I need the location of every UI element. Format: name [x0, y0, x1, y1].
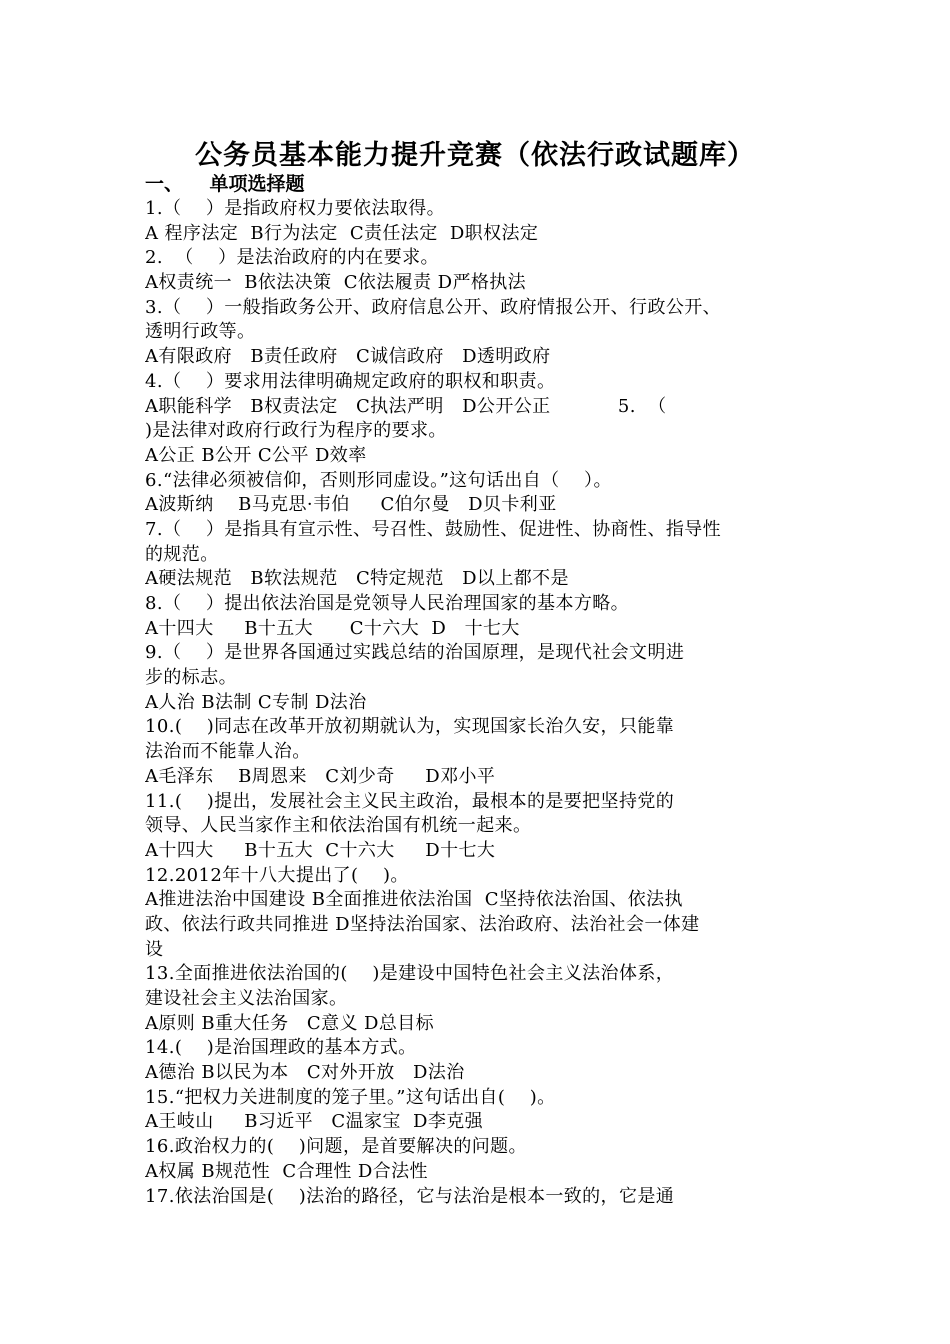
- text-line: 法治而不能靠人治。: [145, 741, 311, 763]
- text-line: A人治 B法制 C专制 D法治: [145, 691, 367, 713]
- text-line: 的规范。: [145, 543, 219, 565]
- text-line: A波斯纳 B马克思·韦伯 C伯尔曼 D贝卡利亚: [145, 494, 557, 516]
- text-line: A公正 B公开 C公平 D效率: [145, 444, 367, 466]
- text-line: A硬法规范 B软法规范 C特定规范 D以上都不是: [145, 568, 569, 590]
- section-heading: 一、 单项选择题: [145, 173, 305, 195]
- text-line: 15.“把权力关进制度的笼子里。”这句话出自( )。: [145, 1086, 556, 1108]
- question-list: [145, 197, 810, 1209]
- text-line: A职能科学 B权责法定 C执法严明 D公开公正 5. （: [145, 395, 667, 417]
- text-line: )是法律对政府行政行为程序的要求。: [145, 420, 447, 442]
- text-line: 步的标志。: [145, 667, 237, 689]
- text-line: 领导、人民当家作主和依法治国有机统一起来。: [145, 815, 532, 837]
- text-line: 设: [145, 938, 164, 960]
- text-line: 10.( )同志在改革开放初期就认为，实现国家长治久安，只能靠: [145, 716, 675, 738]
- text-line: 14.( )是治国理政的基本方式。: [145, 1037, 417, 1059]
- text-line: A权责统一 B依法决策 C依法履责 D严格执法: [145, 272, 527, 294]
- text-line: A有限政府 B责任政府 C诚信政府 D透明政府: [145, 346, 551, 368]
- text-line: A 程序法定 B行为法定 C责任法定 D职权法定: [145, 222, 539, 244]
- text-line: 16.政治权力的( )问题，是首要解决的问题。: [145, 1136, 527, 1158]
- text-line: A权属 B规范性 C合理性 D合法性: [145, 1160, 428, 1182]
- text-line: 9.（ ）是世界各国通过实践总结的治国原理，是现代社会文明进: [145, 642, 685, 664]
- text-line: 2. （ ）是法治政府的内在要求。: [145, 247, 439, 269]
- text-line: 3.（ ）一般指政务公开、政府信息公开、政府情报公开、行政公开、: [145, 296, 722, 318]
- text-line: 政、依法行政共同推进 D坚持法治国家、法治政府、法治社会一体建: [145, 913, 700, 935]
- text-line: 12.2012年十八大提出了( )。: [145, 864, 409, 886]
- text-line: 6.“法律必须被信仰，否则形同虚设。”这句话出自（ ）。: [145, 469, 612, 491]
- document-body: [145, 172, 810, 1209]
- text-line: 11.( )提出，发展社会主义民主政治，最根本的是要把坚持党的: [145, 790, 675, 812]
- text-line: A毛泽东 B周恩来 C刘少奇 D邓小平: [145, 765, 496, 787]
- text-line: A王岐山 B习近平 C温家宝 D李克强: [145, 1111, 484, 1133]
- document-title: 公务员基本能力提升竞赛（依法行政试题库）: [195, 140, 755, 171]
- text-line: 7.（ ）是指具有宣示性、号召性、鼓励性、促进性、协商性、指导性: [145, 518, 722, 540]
- text-line: 4.（ ）要求用法律明确规定政府的职权和职责。: [145, 370, 556, 392]
- text-line: 1.（ ）是指政府权力要依法取得。: [145, 198, 446, 219]
- text-line: A十四大 B十五大 C十六大 D十七大: [145, 839, 496, 861]
- text-line: 13.全面推进依法治国的( )是建设中国特色社会主义法治体系，: [145, 963, 675, 985]
- text-line: A德治 B以民为本 C对外开放 D法治: [145, 1062, 465, 1084]
- text-line: A十四大 B十五大 C十六大 D 十七大: [145, 617, 520, 639]
- text-line: 17.依法治国是( )法治的路径，它与法治是根本一致的，它是通: [145, 1185, 675, 1207]
- text-line: 建设社会主义法治国家。: [145, 988, 348, 1009]
- text-line: A推进法治中国建设 B全面推进依法治国 C坚持依法治国、依法执: [145, 889, 683, 911]
- text-line: A原则 B重大任务 C意义 D总目标: [145, 1012, 435, 1034]
- text-line: 8.（ ）提出依法治国是党领导人民治理国家的基本方略。: [145, 593, 630, 614]
- text-line: 透明行政等。: [145, 321, 256, 343]
